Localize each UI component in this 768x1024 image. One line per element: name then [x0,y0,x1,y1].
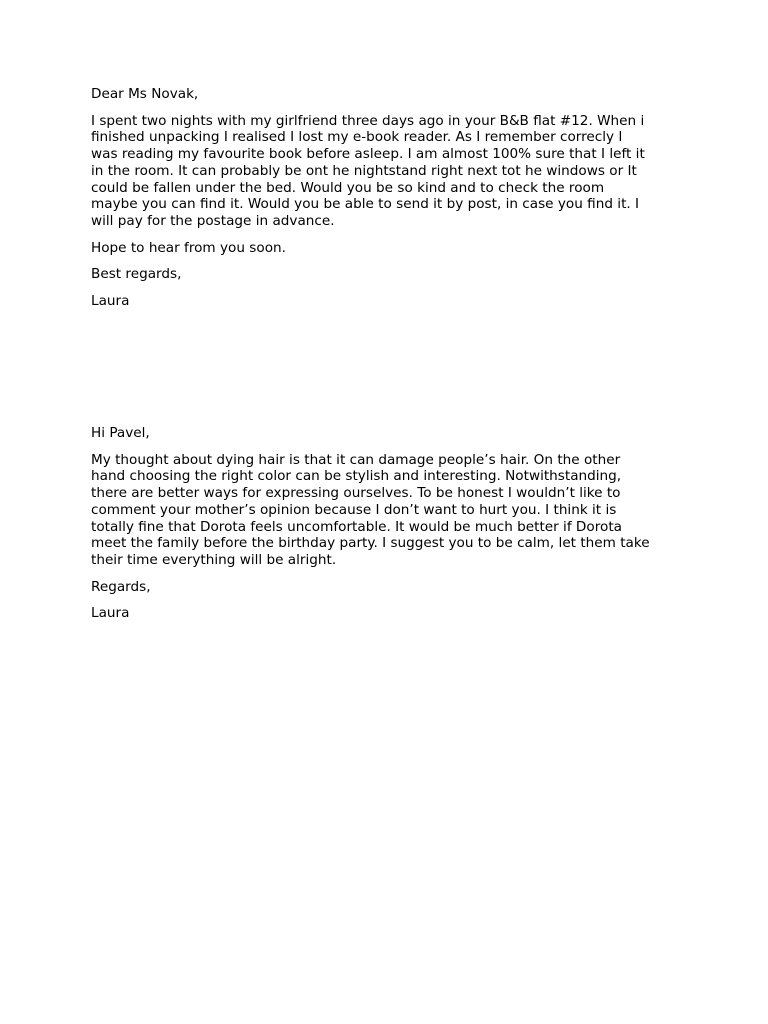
body-line: could be fallen under the bed. Would you be so kind and to check the room [91,179,605,196]
body-line: maybe you can find it. Would you be able to send it by post, in case you find it. I [91,196,640,213]
letter-to-ms-novak [91,86,681,320]
letter-to-pavel [91,425,681,632]
letter-greeting: Hi Pavel, [91,425,150,441]
letter-greeting: Dear Ms Novak, [91,86,199,102]
letter-body [91,452,681,569]
body-line: My thought about dying hair is that it can damage people’s hair. On the other [91,451,621,468]
body-line: finished unpacking I realised I lost my e-book reader. As I remember correcly I [91,129,623,146]
body-line: meet the family before the birthday party. I suggest you to be calm, let them take [91,535,650,552]
letter-closing-line: Hope to hear from you soon. [91,239,286,256]
body-line: their time everything will be alright. [91,551,337,568]
letter-body [91,113,681,230]
letter-signature: Laura [91,293,130,310]
body-line: will pay for the postage in advance. [91,212,335,229]
letter-sign-off: Regards, [91,578,151,595]
letter-sign-off: Best regards, [91,266,182,283]
letter-signature: Laura [91,605,130,622]
body-line: in the room. It can probably be ont he nightstand right next tot he windows or It [91,162,637,179]
body-line: totally fine that Dorota feels uncomfortable. It would be much better if Dorota [91,518,622,535]
body-line: I spent two nights with my girlfriend three days ago in your B&B flat #12. When i [91,112,645,129]
body-line: hand choosing the right color can be stylish and interesting. Notwithstanding, [91,468,622,485]
body-line: comment your mother’s opinion because I don’t want to hurt you. I think it is [91,501,617,518]
body-line: was reading my favourite book before asleep. I am almost 100% sure that I left it [91,146,645,163]
body-line: there are better ways for expressing ourselves. To be honest I wouldn’t like to [91,485,621,502]
